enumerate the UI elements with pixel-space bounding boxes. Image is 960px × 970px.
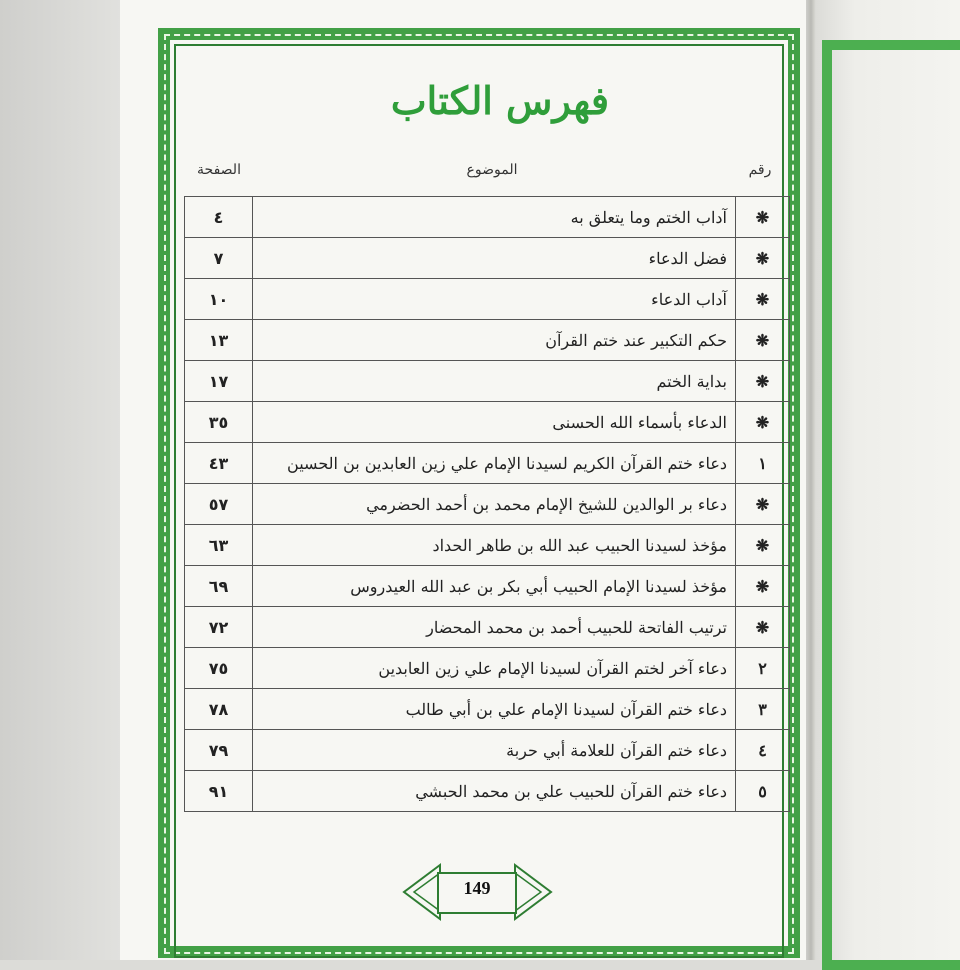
row-number: ❋: [736, 320, 790, 361]
row-page: ١٧: [185, 361, 253, 402]
table-row: [185, 197, 790, 238]
row-number: ❋: [736, 566, 790, 607]
row-topic: مؤخذ لسيدنا الحبيب عبد الله بن طاهر الحداد: [253, 525, 736, 566]
table-row: [185, 730, 790, 771]
table-row: [185, 607, 790, 648]
table-row: [185, 771, 790, 812]
table-row: [185, 320, 790, 361]
page-number-ornament-left: [402, 863, 442, 921]
page-number-ornament-right: [513, 863, 553, 921]
row-page: ١٣: [185, 320, 253, 361]
table-row: [185, 361, 790, 402]
table-row: [185, 484, 790, 525]
row-number: ٤: [736, 730, 790, 771]
row-page: ٦٣: [185, 525, 253, 566]
row-number: ❋: [736, 525, 790, 566]
book-gutter: [806, 0, 816, 960]
table-row: [185, 238, 790, 279]
row-page: ٧٨: [185, 689, 253, 730]
row-topic: ترتيب الفاتحة للحبيب أحمد بن محمد المحضار: [253, 607, 736, 648]
row-topic: حكم التكبير عند ختم القرآن: [253, 320, 736, 361]
row-topic: آداب الدعاء: [253, 279, 736, 320]
row-topic: دعاء ختم القرآن للعلامة أبي حربة: [253, 730, 736, 771]
row-topic: دعاء بر الوالدين للشيخ الإمام محمد بن أحمد الحضرمي: [253, 484, 736, 525]
row-topic: دعاء ختم القرآن للحبيب علي بن محمد الحبشي: [253, 771, 736, 812]
row-page: ٧٥: [185, 648, 253, 689]
desk-background: [0, 0, 128, 960]
row-page: ١٠: [185, 279, 253, 320]
column-header-page: الصفحة: [197, 162, 241, 178]
row-number: ❋: [736, 607, 790, 648]
row-page: ٧٢: [185, 607, 253, 648]
table-row: [185, 443, 790, 484]
row-page: ٧: [185, 238, 253, 279]
table-of-contents: [184, 196, 790, 812]
row-number: ٥: [736, 771, 790, 812]
row-page: ٤٣: [185, 443, 253, 484]
row-number: ❋: [736, 402, 790, 443]
row-topic: دعاء ختم القرآن لسيدنا الإمام علي بن أبي طالب: [253, 689, 736, 730]
row-number: ❋: [736, 361, 790, 402]
row-page: ٥٧: [185, 484, 253, 525]
row-topic: بداية الختم: [253, 361, 736, 402]
table-row: [185, 279, 790, 320]
row-page: ٩١: [185, 771, 253, 812]
row-page: ٣٥: [185, 402, 253, 443]
table-row: [185, 525, 790, 566]
row-number: ٢: [736, 648, 790, 689]
row-page: ٦٩: [185, 566, 253, 607]
row-page: ٧٩: [185, 730, 253, 771]
table-row: [185, 648, 790, 689]
row-topic: الدعاء بأسماء الله الحسنى: [253, 402, 736, 443]
row-number: ❋: [736, 484, 790, 525]
row-topic: دعاء ختم القرآن الكريم لسيدنا الإمام علي زين العابدين بن الحسين: [253, 443, 736, 484]
row-number: ❋: [736, 197, 790, 238]
table-row: [185, 566, 790, 607]
page-number: 149: [463, 878, 491, 898]
row-topic: فضل الدعاء: [253, 238, 736, 279]
row-page: ٤: [185, 197, 253, 238]
column-header-topic: الموضوع: [466, 162, 518, 178]
table-row: [185, 689, 790, 730]
row-topic: مؤخذ لسيدنا الإمام الحبيب أبي بكر بن عبد الله العيدروس: [253, 566, 736, 607]
row-topic: آداب الختم وما يتعلق به: [253, 197, 736, 238]
row-number: ١: [736, 443, 790, 484]
row-topic: دعاء آخر لختم القرآن لسيدنا الإمام علي زين العابدين: [253, 648, 736, 689]
table-row: [185, 402, 790, 443]
adjacent-page-border: [822, 40, 960, 970]
row-number: ٣: [736, 689, 790, 730]
row-number: ❋: [736, 279, 790, 320]
column-header-number: رقم: [748, 162, 772, 178]
row-number: ❋: [736, 238, 790, 279]
page-title: فهرس الكتاب: [390, 78, 610, 123]
